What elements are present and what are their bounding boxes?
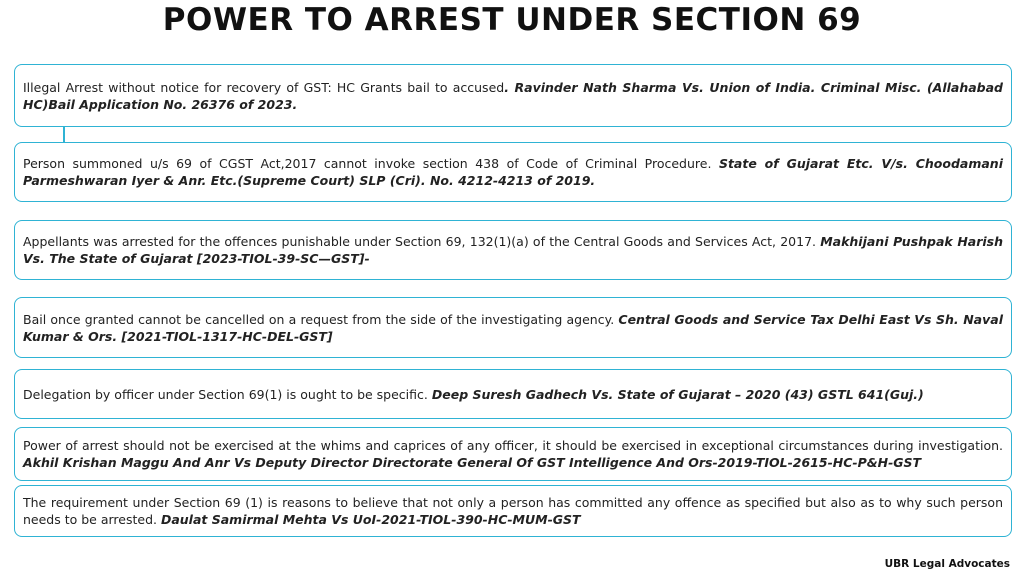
case-summary: The requirement under Section 69 (1) is reasons to believe that not only a person has committed any offence as specified but also as to why such person needs to be arrested. [23, 495, 1003, 527]
case-summary: Delegation by officer under Section 69(1) is ought to be specific. [23, 386, 432, 402]
page-title: POWER TO ARREST UNDER SECTION 69 [162, 2, 862, 38]
case-citation: Deep Suresh Gadhech Vs. State of Gujarat – 2020 (43) GSTL 641(Guj.) [431, 386, 924, 402]
case-summary: Power of arrest should not be exercised at the whims and caprices of any officer, it should be exercised in exceptional circumstances during investigation. [23, 438, 1003, 453]
case-summary: Appellants was arrested for the offences punishable under Section 69, 132(1)(a) of the Central Goods and Services Act, 2017. [23, 234, 821, 249]
case-citation: Makhijani Pushpak Harish Vs. The State of Gujarat [2023-TIOL-39-SC—GST]- [23, 234, 1004, 266]
case-summary: Bail once granted cannot be cancelled on a request from the side of the investigating agency. [23, 311, 619, 327]
case-box-2 [14, 142, 1012, 202]
case-paragraph [23, 155, 1003, 189]
case-paragraph [23, 79, 1003, 113]
case-box-3 [14, 220, 1012, 280]
case-box-1 [14, 64, 1012, 127]
case-citation: Central Goods and Service Tax Delhi East Vs Sh. Naval Kumar & Ors. [2021-TIOL-1317-HC-DEL-GST] [23, 311, 1003, 344]
footer-brand: UBR Legal Advocates [884, 558, 1010, 570]
case-box-4 [14, 297, 1012, 358]
case-citation: State of Gujarat Etc. V/s. Choodamani Parmeshwaran Iyer & Anr. Etc.(Supreme Court) SLP (Cri). No. 4212-4213 of 2019. [23, 156, 1003, 188]
case-paragraph [23, 233, 1003, 267]
case-citation: Daulat Samirmal Mehta Vs UoI-2021-TIOL-390-HC-MUM-GST [160, 512, 581, 527]
case-box-6 [14, 427, 1012, 481]
case-summary: Person summoned u/s 69 of CGST Act,2017 cannot invoke section 438 of Code of Criminal Procedure. [23, 156, 719, 171]
case-paragraph [23, 311, 1003, 345]
case-paragraph [23, 437, 1003, 471]
case-box-5 [14, 369, 1012, 419]
case-citation: Akhil Krishan Maggu And Anr Vs Deputy Director Directorate General Of GST Intelligence And Ors-2019-TIOL-2615-HC-P&H-GST [23, 455, 922, 470]
case-summary: Illegal Arrest without notice for recovery of GST: HC Grants bail to accused [23, 79, 505, 95]
case-paragraph [23, 494, 1003, 528]
case-box-7 [14, 485, 1012, 537]
case-paragraph [23, 386, 1003, 403]
connector-line [63, 127, 65, 142]
case-citation: . Ravinder Nath Sharma Vs. Union of India. Criminal Misc. (Allahabad HC)Bail Application No. 26376 of 2023. [23, 79, 1003, 112]
